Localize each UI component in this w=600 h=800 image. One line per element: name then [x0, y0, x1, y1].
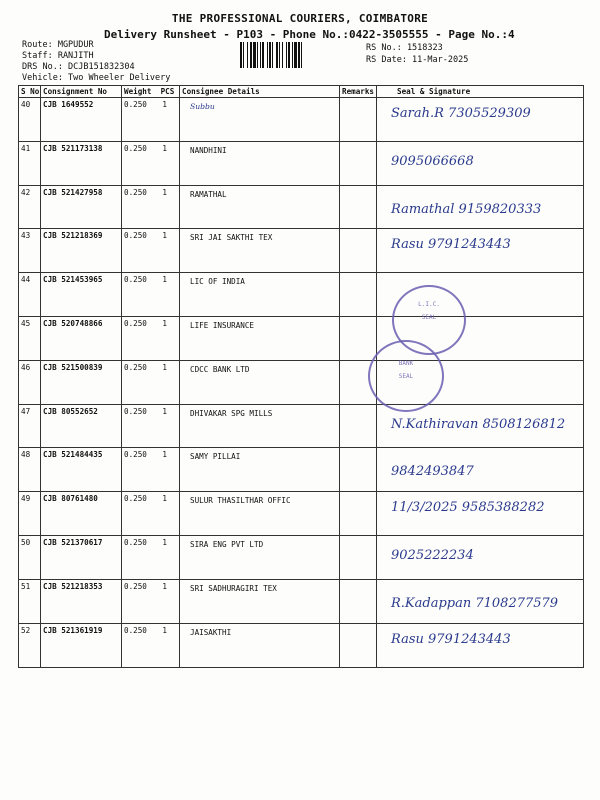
office-seal-stamp: L.I.C. SEAL: [392, 285, 466, 355]
barcode: [240, 42, 350, 68]
consignee-details: SIRA ENG PVT LTD: [180, 535, 340, 579]
signature-cell: [377, 448, 584, 492]
table-row: [19, 229, 584, 273]
staff-label: Staff: RANJITH: [22, 51, 94, 61]
runsheet-table: [18, 85, 584, 668]
remarks-cell: [340, 273, 377, 317]
consignment-number: CJB 80552652: [41, 404, 122, 448]
handwritten-signature: Rasu 9791243443: [391, 631, 511, 647]
consignee-details: LIC OF INDIA: [180, 273, 340, 317]
consignment-number: CJB 521453965: [41, 273, 122, 317]
consignee-details: SRI JAI SAKTHI TEX: [180, 229, 340, 273]
consignee-details: DHIVAKAR SPG MILLS: [180, 404, 340, 448]
col-details: Consignee Details: [180, 86, 340, 98]
signature-cell: [377, 579, 584, 623]
row-sno: 40: [19, 98, 41, 142]
signature-cell: [377, 623, 584, 667]
signature-cell: [377, 98, 584, 142]
rs-date: RS Date: 11-Mar-2025: [366, 55, 469, 65]
route-label: Route: MGPUDUR: [22, 40, 94, 50]
drs-number: DRS No.: DCJB151832304: [22, 62, 135, 72]
remarks-cell: [340, 229, 377, 273]
table-row: [19, 448, 584, 492]
vehicle-label: Vehicle: Two Wheeler Delivery: [22, 73, 171, 83]
consignment-number: CJB 521218353: [41, 579, 122, 623]
remarks-cell: [340, 448, 377, 492]
col-sno: S No: [19, 86, 41, 98]
weight-pcs: 0.250 1: [122, 623, 180, 667]
col-weight-pcs: Weight PCS: [122, 86, 180, 98]
consignment-number: CJB 521218369: [41, 229, 122, 273]
document-title: THE PROFESSIONAL COURIERS, COIMBATORE: [171, 12, 429, 25]
row-sno: 52: [19, 623, 41, 667]
remarks-cell: [340, 316, 377, 360]
remarks-cell: [340, 185, 377, 229]
handwritten-signature: 9025222234: [391, 547, 474, 563]
consignee-details: Subbu: [180, 98, 340, 142]
row-sno: 49: [19, 492, 41, 536]
consignee-details: LIFE INSURANCE: [180, 316, 340, 360]
handwritten-signature: 9095066668: [391, 153, 474, 169]
row-sno: 42: [19, 185, 41, 229]
handwritten-signature: Rasu 9791243443: [391, 237, 511, 253]
handwritten-signature: 11/3/2025 9585388282: [391, 500, 545, 516]
row-sno: 43: [19, 229, 41, 273]
consignment-number: CJB 521484435: [41, 448, 122, 492]
signature-cell: [377, 141, 584, 185]
col-consignment: Consignment No: [41, 86, 122, 98]
handwritten-signature: Ramathal 9159820333: [391, 201, 542, 217]
weight-pcs: 0.250 1: [122, 273, 180, 317]
remarks-cell: [340, 623, 377, 667]
consignee-details: JAISAKTHI: [180, 623, 340, 667]
handwritten-signature: 9842493847: [391, 464, 474, 480]
consignee-details: RAMATHAL: [180, 185, 340, 229]
consignee-details: NANDHINI: [180, 141, 340, 185]
signature-cell: [377, 185, 584, 229]
remarks-cell: [340, 535, 377, 579]
office-seal-stamp: BANK SEAL: [368, 340, 444, 412]
table-row: [19, 404, 584, 448]
table-row: [19, 185, 584, 229]
consignment-number: CJB 80761480: [41, 492, 122, 536]
rs-number: RS No.: 1518323: [366, 43, 443, 53]
table-header-row: [19, 86, 584, 98]
signature-cell: [377, 535, 584, 579]
signature-cell: [377, 492, 584, 536]
weight-pcs: 0.250 1: [122, 185, 180, 229]
consignee-details: SULUR THASILTHAR OFFIC: [180, 492, 340, 536]
weight-pcs: 0.250 1: [122, 404, 180, 448]
table-row: [19, 273, 584, 317]
consignee-details: SRI SADHURAGIRI TEX: [180, 579, 340, 623]
consignment-number: CJB 521173138: [41, 141, 122, 185]
consignment-number: CJB 520748866: [41, 316, 122, 360]
table-row: [19, 141, 584, 185]
consignment-number: CJB 521361919: [41, 623, 122, 667]
row-sno: 50: [19, 535, 41, 579]
weight-pcs: 0.250 1: [122, 141, 180, 185]
table-row: [19, 98, 584, 142]
table-row: [19, 316, 584, 360]
remarks-cell: [340, 579, 377, 623]
consignee-details: CDCC BANK LTD: [180, 360, 340, 404]
remarks-cell: [340, 404, 377, 448]
consignment-number: CJB 1649552: [41, 98, 122, 142]
row-sno: 41: [19, 141, 41, 185]
remarks-cell: [340, 141, 377, 185]
consignment-number: CJB 521500839: [41, 360, 122, 404]
consignment-number: CJB 521427958: [41, 185, 122, 229]
row-sno: 45: [19, 316, 41, 360]
col-seal: Seal & Signature: [377, 86, 584, 98]
row-sno: 51: [19, 579, 41, 623]
table-row: [19, 360, 584, 404]
consignee-details: SAMY PILLAI: [180, 448, 340, 492]
handwritten-signature: N.Kathiravan 8508126812: [391, 416, 566, 432]
handwritten-signature: R.Kadappan 7108277579: [391, 595, 559, 611]
signature-cell: [377, 229, 584, 273]
row-sno: 44: [19, 273, 41, 317]
row-sno: 48: [19, 448, 41, 492]
weight-pcs: 0.250 1: [122, 316, 180, 360]
weight-pcs: 0.250 1: [122, 492, 180, 536]
row-sno: 47: [19, 404, 41, 448]
remarks-cell: [340, 98, 377, 142]
weight-pcs: 0.250 1: [122, 535, 180, 579]
row-sno: 46: [19, 360, 41, 404]
runsheet-subtitle: Delivery Runsheet - P103 - Phone No.:0422-3505555 - Page No.:4: [104, 28, 515, 41]
handwritten-signature: Sarah.R 7305529309: [391, 106, 531, 121]
consignment-number: CJB 521370617: [41, 535, 122, 579]
weight-pcs: 0.250 1: [122, 579, 180, 623]
weight-pcs: 0.250 1: [122, 448, 180, 492]
table-row: [19, 492, 584, 536]
table-row: [19, 535, 584, 579]
weight-pcs: 0.250 1: [122, 360, 180, 404]
weight-pcs: 0.250 1: [122, 229, 180, 273]
weight-pcs: 0.250 1: [122, 98, 180, 142]
table-row: [19, 623, 584, 667]
table-row: [19, 579, 584, 623]
remarks-cell: [340, 492, 377, 536]
col-remarks: Remarks: [340, 86, 377, 98]
